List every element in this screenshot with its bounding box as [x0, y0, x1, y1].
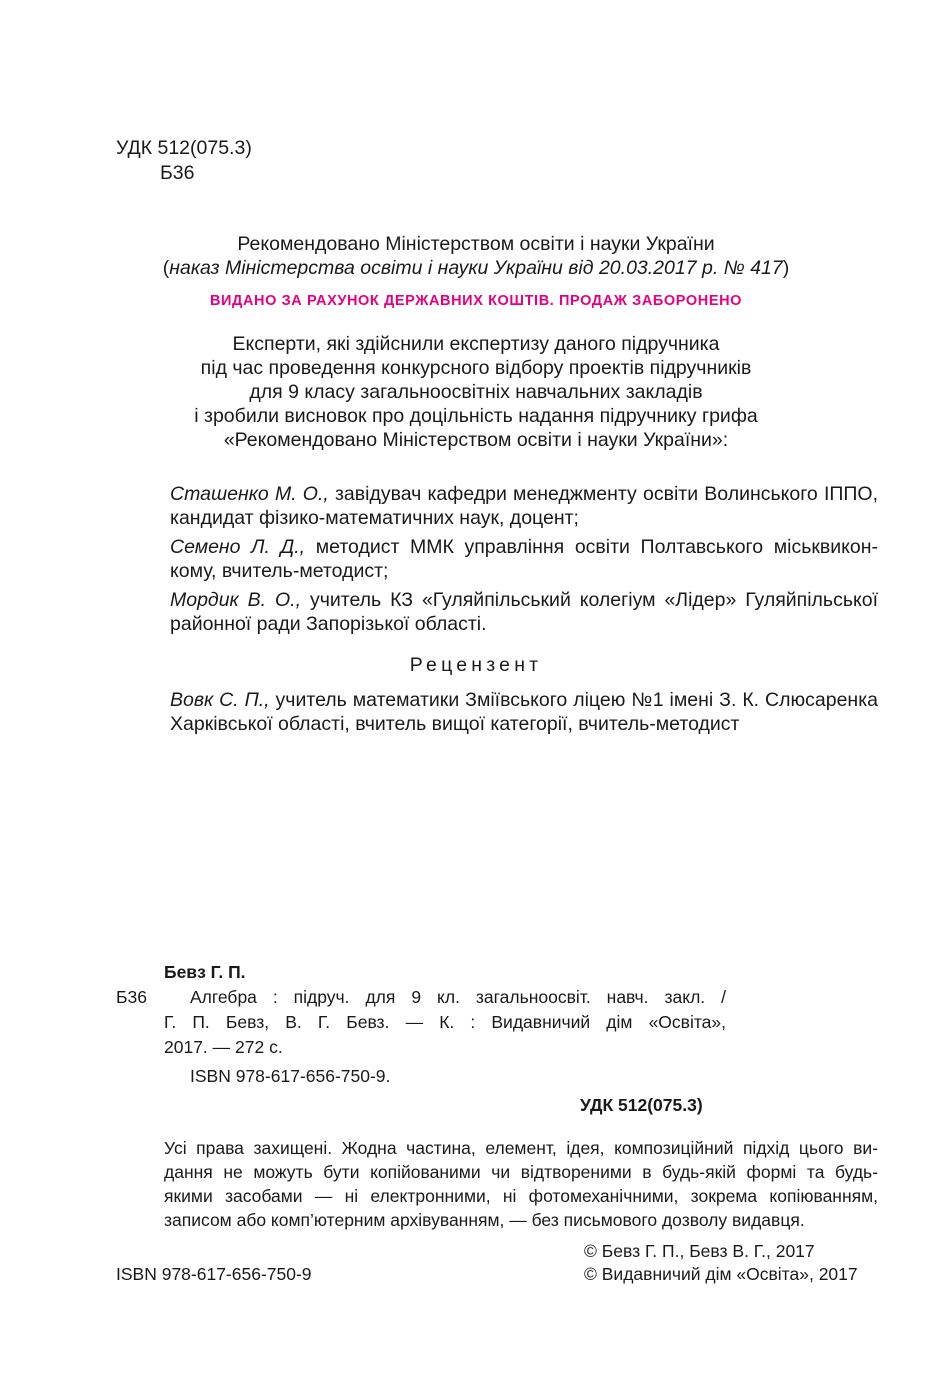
catalog-title-line: Алгебра : підруч. для 9 кл. загальноосвіт. навч. закл. /	[190, 987, 726, 1007]
reviewer-role: учитель математики Зміївського ліцею №1 імені З. К. Слюсаренка	[269, 689, 878, 711]
experts-intro-line: для 9 класу загальноосвітніх навчальних закладів	[249, 381, 703, 403]
expert-role: завідувач кафедри менеджменту освіти Волинського ІППО,	[328, 483, 878, 505]
recommendation-line: Рекомендовано Міністерством освіти і науки України	[237, 233, 715, 255]
reviewer-heading: Рецензент	[409, 654, 543, 676]
catalog-code: Б36	[116, 987, 147, 1007]
expert-entry	[170, 482, 878, 506]
rights-line: Усі права захищені. Жодна частина, елемент, ідея, композиційний підхід цього ви-	[164, 1138, 878, 1158]
order-close-paren: )	[782, 257, 790, 279]
catalog-udk: УДК 512(075.3)	[580, 1095, 703, 1115]
catalog-author: Бевз Г. П.	[164, 962, 246, 982]
isbn-bottom: ISBN 978-617-656-750-9	[116, 1264, 312, 1284]
expert-name: Семено Л. Д.,	[170, 536, 306, 558]
expert-role-cont: районної ради Запорізької області.	[170, 613, 487, 635]
experts-intro-line: «Рекомендовано Міністерством освіти і науки України»:	[223, 429, 729, 451]
reviewer-role-cont: Харківської області, вчитель вищої категорії, вчитель-методист	[170, 713, 740, 735]
experts-intro-line: і зробили висновок про доцільність надання підручнику грифа	[194, 405, 758, 427]
recommendation-order	[0, 256, 952, 280]
library-code: Б36	[160, 162, 195, 184]
experts-intro-line: під час проведення конкурсного відбору проектів підручників	[200, 357, 752, 379]
reviewer-name: Вовк С. П.,	[170, 689, 270, 711]
state-funded-notice: ВИДАНО ЗА РАХУНОК ДЕРЖАВНИХ КОШТІВ. ПРОДАЖ ЗАБОРОНЕНО	[209, 293, 743, 309]
catalog-isbn: ISBN 978-617-656-750-9.	[190, 1066, 391, 1086]
catalog-year-pages: 2017. — 272 с.	[164, 1037, 283, 1057]
expert-role: методист ММК управління освіти Полтавського міськвикон-	[305, 536, 878, 558]
reviewer-entry	[170, 688, 878, 712]
order-open-paren: (	[162, 257, 170, 279]
catalog-authors-line: Г. П. Бевз, В. Г. Бевз. — К. : Видавничий дім «Освіта»,	[164, 1012, 726, 1032]
rights-line: записом або комп’ютерним архівуванням, — без письмового дозволу видавця.	[164, 1210, 805, 1230]
copyright-publisher: © Видавничий дім «Освіта», 2017	[584, 1264, 858, 1284]
order-text: наказ Міністерства освіти і науки України від 20.03.2017 р. № 417	[169, 257, 783, 279]
expert-role-cont: кому, вчитель-методист;	[170, 560, 389, 582]
udk-code: УДК 512(075.3)	[116, 137, 252, 159]
rights-line: дання не можуть бути копійованими чи відтвореними в будь-якій формі та будь-	[164, 1162, 878, 1182]
expert-role: учитель КЗ «Гуляйпільський колегіум «Лідер» Гуляйпільської	[301, 589, 879, 611]
copyright-authors: © Бевз Г. П., Бевз В. Г., 2017	[584, 1241, 815, 1261]
expert-name: Мордик В. О.,	[170, 589, 302, 611]
expert-entry	[170, 588, 878, 612]
expert-name: Сташенко М. О.,	[170, 483, 329, 505]
rights-line: якими засобами — ні електронними, ні фотомеханічними, зокрема копіюванням,	[164, 1186, 878, 1206]
expert-entry	[170, 535, 878, 559]
experts-intro-line: Експерти, які здійснили експертизу даного підручника	[232, 333, 720, 355]
expert-role-cont: кандидат фізико-математичних наук, доцент;	[170, 507, 579, 529]
